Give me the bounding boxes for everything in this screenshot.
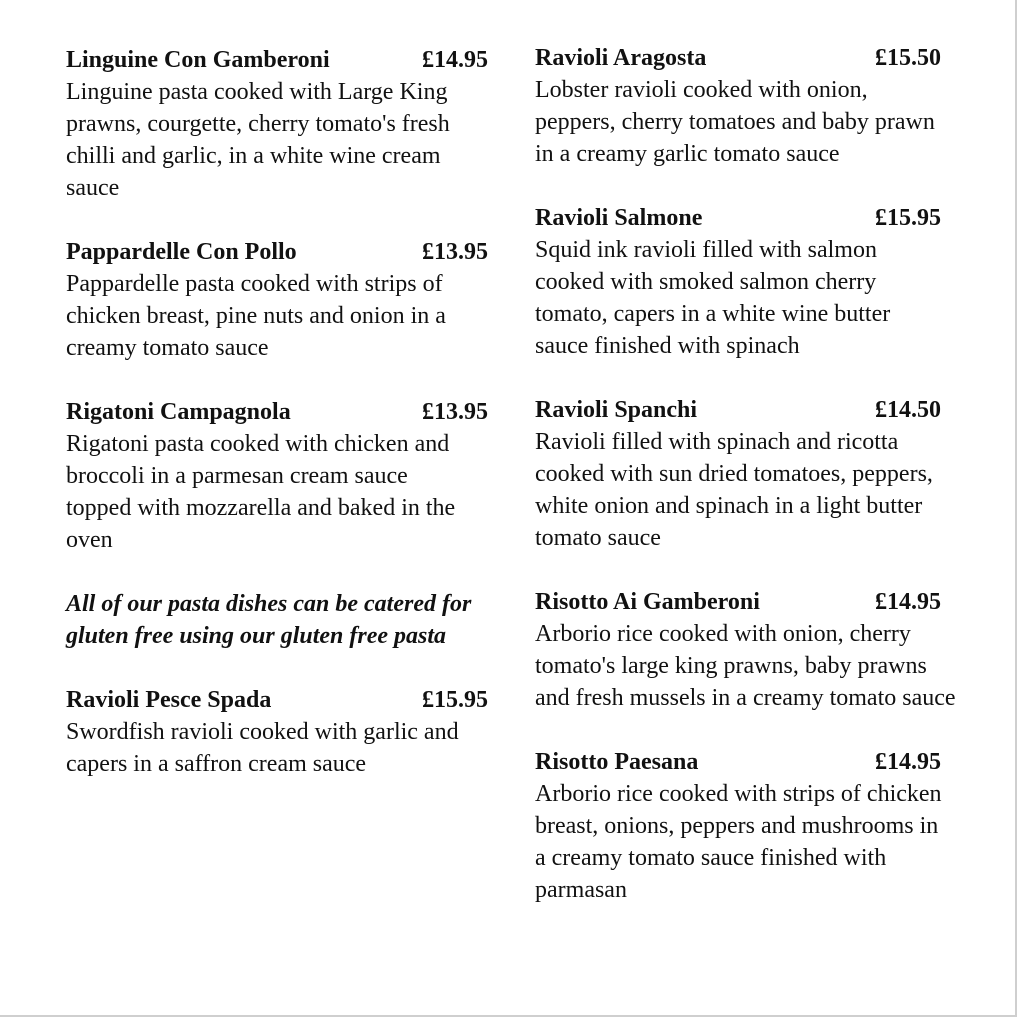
- menu-item-name: Ravioli Spanchi: [535, 397, 698, 423]
- menu-item-price: £14.95: [875, 589, 941, 615]
- menu-item-description: Pappardelle pasta cooked with strips of chicken breast, pine nuts and onion in a creamy tomato sauce: [66, 271, 446, 361]
- menu-item-price: £15.95: [875, 205, 941, 231]
- menu-item: [535, 746, 960, 906]
- gluten-free-note: All of our pasta dishes can be catered for gluten free using our gluten free pasta: [66, 591, 472, 649]
- menu-item-price: £15.95: [422, 687, 488, 713]
- menu-item-price: £14.95: [875, 749, 941, 775]
- menu-item: [535, 202, 960, 362]
- menu-item-name: Risotto Ai Gamberoni: [535, 589, 760, 615]
- menu-item: [66, 396, 492, 556]
- menu-item-description: Linguine pasta cooked with Large King prawns, courgette, cherry tomato's fresh chilli and garlic, in a white wine cream sauce: [66, 79, 450, 201]
- menu-item-header: [535, 746, 945, 778]
- menu-item-description: Swordfish ravioli cooked with garlic and capers in a saffron cream sauce: [66, 719, 459, 777]
- menu-item-header: [66, 236, 492, 268]
- menu-item-header: [66, 396, 492, 428]
- menu-item-header: [535, 586, 945, 618]
- menu-item-name: Ravioli Pesce Spada: [66, 687, 272, 713]
- menu-column-right: [535, 42, 960, 938]
- menu-item-name: Linguine Con Gamberoni: [66, 47, 330, 73]
- menu-item: [66, 236, 492, 364]
- menu-item-header: [535, 42, 945, 74]
- menu-item: [535, 42, 960, 170]
- menu-item: [66, 44, 492, 204]
- menu-item-description: Rigatoni pasta cooked with chicken and broccoli in a parmesan cream sauce topped with mozzarella and baked in the oven: [66, 431, 456, 553]
- menu-item-name: Rigatoni Campagnola: [66, 399, 291, 425]
- menu-column-left: [66, 44, 492, 812]
- menu-item-name: Risotto Paesana: [535, 749, 699, 775]
- menu-item-name: Ravioli Salmone: [535, 205, 703, 231]
- menu-item-description: Arborio rice cooked with onion, cherry tomato's large king prawns, baby prawns and fresh mussels in a creamy tomato sauce: [535, 621, 956, 711]
- menu-item-header: [66, 44, 492, 76]
- menu-item: [535, 394, 960, 554]
- menu-item-price: £14.50: [875, 397, 941, 423]
- menu-item-price: £14.95: [422, 47, 488, 73]
- menu-item-header: [535, 394, 945, 426]
- menu-item-name: Pappardelle Con Pollo: [66, 239, 297, 265]
- menu-item-description: Lobster ravioli cooked with onion, peppers, cherry tomatoes and baby prawn in a creamy garlic tomato sauce: [535, 77, 935, 167]
- menu-item-description: Arborio rice cooked with strips of chicken breast, onions, peppers and mushrooms in a creamy tomato sauce finished with parmasan: [535, 781, 942, 903]
- menu-item: [66, 684, 492, 780]
- menu-item-name: Ravioli Aragosta: [535, 45, 707, 71]
- menu-item-header: [535, 202, 945, 234]
- menu-item-description: Ravioli filled with spinach and ricotta cooked with sun dried tomatoes, peppers, white onion and spinach in a light butter tomato sauce: [535, 429, 933, 551]
- menu-item-header: [66, 684, 492, 716]
- menu-item-price: £13.95: [422, 239, 488, 265]
- menu-item: [535, 586, 960, 714]
- menu-item-description: Squid ink ravioli filled with salmon cooked with smoked salmon cherry tomato, capers in a white wine butter sauce finished with spinach: [535, 237, 891, 359]
- menu-item-price: £13.95: [422, 399, 488, 425]
- menu-item-price: £15.50: [875, 45, 941, 71]
